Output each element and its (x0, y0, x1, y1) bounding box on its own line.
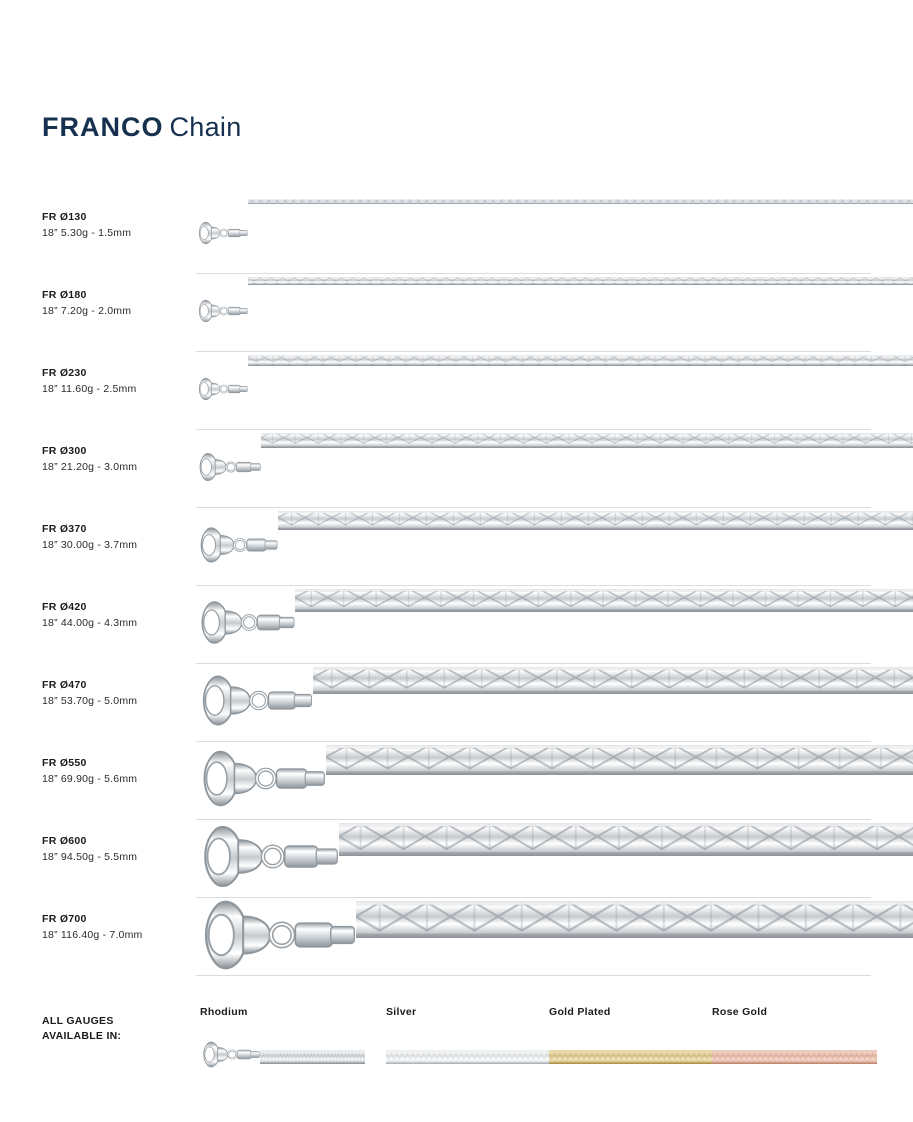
chain-body (248, 352, 913, 430)
gauge-row (0, 742, 913, 820)
gauge-row (0, 898, 913, 976)
clasp (196, 217, 248, 254)
chain-sample (196, 664, 913, 742)
gauge-code: FR Ø700 (42, 913, 87, 925)
gauge-code: FR Ø370 (42, 523, 87, 535)
gauge-label (42, 444, 192, 475)
chain-graphic (248, 352, 913, 369)
chain-graphic (248, 196, 913, 207)
clasp (196, 886, 356, 989)
gauge-code: FR Ø600 (42, 835, 87, 847)
chain-sample (196, 742, 913, 820)
finish-item (200, 1006, 365, 1074)
chain-graphic (549, 1047, 714, 1067)
gauge-code: FR Ø300 (42, 445, 87, 457)
chain-sample (196, 274, 913, 352)
gauge-row (0, 586, 913, 664)
chain-graphic (278, 508, 913, 533)
chain-body (356, 898, 913, 976)
chain-graphic (295, 586, 913, 615)
chain-body (313, 664, 913, 742)
gauge-spec: 18” 44.00g - 4.3mm (42, 617, 138, 629)
finish-name: Silver (386, 1006, 417, 1018)
gauge-row (0, 430, 913, 508)
page-title-bold: FRANCO (42, 112, 164, 142)
chain-body (339, 820, 913, 898)
chain-sample (196, 430, 913, 508)
chain-sample (196, 196, 913, 274)
finish-name: Rose Gold (712, 1006, 768, 1018)
lobster-clasp-icon (196, 217, 248, 249)
lobster-clasp-icon (196, 592, 295, 653)
gauge-spec: 18” 21.20g - 3.0mm (42, 461, 138, 473)
finish-item (386, 1006, 551, 1074)
gauge-code: FR Ø420 (42, 601, 87, 613)
gauge-label (42, 912, 192, 943)
gauge-label (42, 366, 192, 397)
page-title-light: Chain (169, 112, 242, 142)
gauge-label (42, 756, 192, 787)
chain-graphic (356, 898, 913, 941)
gauge-code: FR Ø230 (42, 367, 87, 379)
all-gauges-label-line1: ALL GAUGES (42, 1015, 114, 1027)
clasp (200, 1036, 260, 1078)
gauge-row (0, 274, 913, 352)
chain-graphic (261, 430, 913, 451)
gauge-spec: 18” 30.00g - 3.7mm (42, 539, 138, 551)
gauge-code: FR Ø470 (42, 679, 87, 691)
finish-swatch (386, 1040, 551, 1074)
chain-body (261, 430, 913, 508)
lobster-clasp-icon (196, 665, 313, 736)
finish-chain-body (712, 1047, 877, 1067)
lobster-clasp-icon (196, 886, 356, 984)
chain-graphic (339, 820, 913, 859)
chain-sample (196, 508, 913, 586)
finish-chain-body (260, 1047, 365, 1067)
lobster-clasp-icon (196, 373, 248, 405)
clasp (196, 373, 248, 410)
clasp (196, 592, 295, 658)
gauge-label (42, 600, 192, 631)
finish-item (549, 1006, 714, 1074)
finish-name: Rhodium (200, 1006, 248, 1018)
gauge-spec: 18” 7.20g - 2.0mm (42, 305, 132, 317)
gauge-row (0, 508, 913, 586)
chain-graphic (326, 742, 913, 778)
gauge-code: FR Ø130 (42, 211, 87, 223)
clasp (196, 520, 278, 575)
gauge-label (42, 834, 192, 865)
chain-body (295, 586, 913, 664)
gauge-spec: 18” 53.70g - 5.0mm (42, 695, 138, 707)
finish-name: Gold Plated (549, 1006, 611, 1018)
chain-body (248, 274, 913, 352)
finish-swatch (200, 1040, 365, 1074)
finish-chain-body (549, 1047, 714, 1067)
finish-chain-body (386, 1047, 551, 1067)
chain-body (326, 742, 913, 820)
gauge-label (42, 522, 192, 553)
gauge-spec: 18” 116.40g - 7.0mm (42, 929, 143, 941)
chain-sample (196, 586, 913, 664)
lobster-clasp-icon (200, 1036, 260, 1073)
clasp (196, 665, 313, 741)
finish-swatch (549, 1040, 714, 1074)
gauge-code: FR Ø180 (42, 289, 87, 301)
chain-body (278, 508, 913, 586)
chain-sample (196, 352, 913, 430)
row-divider (196, 975, 871, 976)
chain-graphic (313, 664, 913, 697)
gauge-label (42, 678, 192, 709)
gauge-label (42, 210, 192, 241)
chain-graphic (260, 1047, 365, 1067)
finish-swatch (712, 1040, 877, 1074)
gauge-spec: 18” 5.30g - 1.5mm (42, 227, 132, 239)
chain-sample (196, 898, 913, 976)
clasp (196, 739, 326, 823)
finish-swatches (200, 1006, 900, 1096)
gauge-spec: 18” 69.90g - 5.6mm (42, 773, 138, 785)
lobster-clasp-icon (196, 295, 248, 327)
page-title (42, 112, 242, 143)
clasp (196, 447, 261, 492)
gauge-row (0, 820, 913, 898)
gauge-row (0, 664, 913, 742)
chain-graphic (248, 274, 913, 288)
finish-item (712, 1006, 877, 1074)
gauge-code: FR Ø550 (42, 757, 87, 769)
chain-body (248, 196, 913, 274)
lobster-clasp-icon (196, 739, 326, 818)
chain-graphic (712, 1047, 877, 1067)
all-gauges-label-line2: AVAILABLE IN: (42, 1030, 122, 1042)
gauge-label (42, 288, 192, 319)
clasp (196, 295, 248, 332)
chain-graphic (386, 1047, 551, 1067)
gauge-spec: 18” 11.60g - 2.5mm (42, 383, 137, 395)
lobster-clasp-icon (196, 520, 278, 570)
all-gauges-label (42, 1014, 192, 1044)
gauge-row (0, 352, 913, 430)
gauge-list (0, 196, 913, 976)
lobster-clasp-icon (196, 447, 261, 487)
gauge-spec: 18” 94.50g - 5.5mm (42, 851, 138, 863)
gauge-row (0, 196, 913, 274)
